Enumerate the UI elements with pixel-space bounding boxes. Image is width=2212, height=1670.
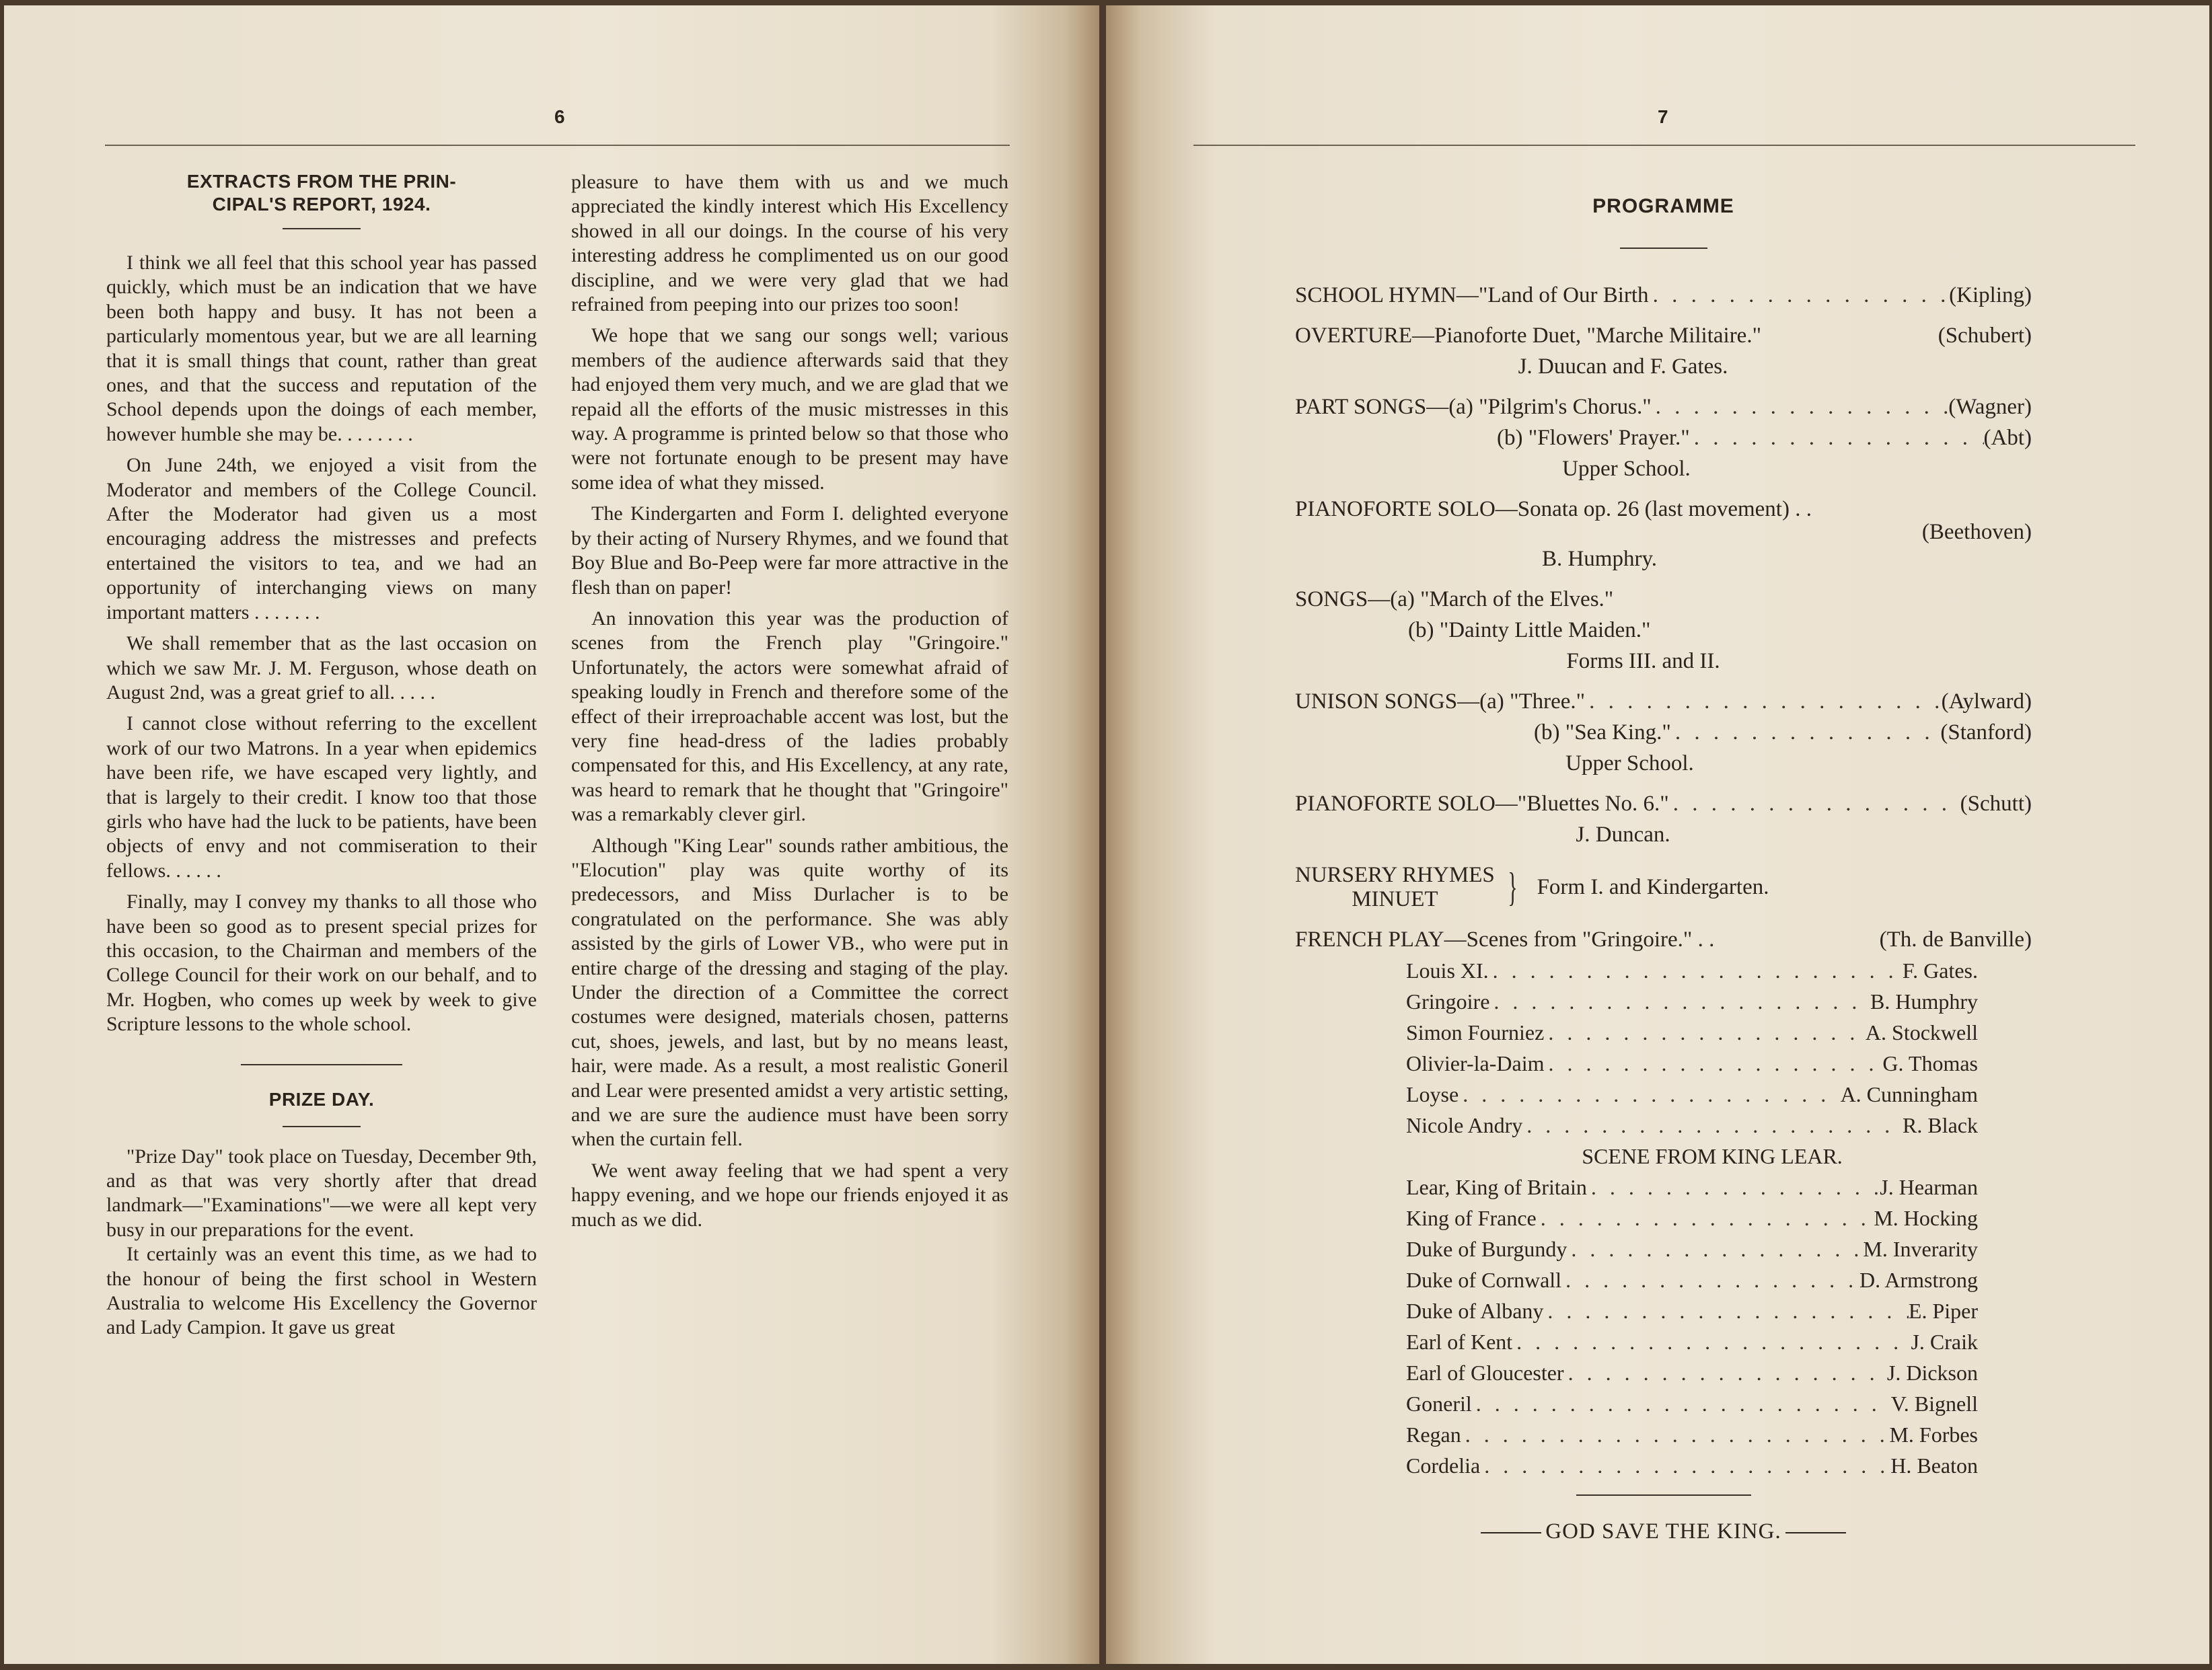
prize-paragraph: It certainly was an event this time, as we had to the honour of being the first school in Western Australia to welcome His Excellency the Governor and Lady Campion. It gave us great	[106, 1243, 537, 1339]
cast-role: Cordelia	[1406, 1453, 1481, 1478]
item-title: SONGS—(a) "March of the Elves."	[1295, 587, 1614, 611]
item-composer: (Stanford)	[1940, 720, 2032, 745]
divider	[283, 228, 361, 229]
cast-row	[1406, 1017, 1978, 1048]
report-paragraph: Finally, may I convey my thanks to all those who have been so good as to present special prizes for this occasion, to the Chairman and members of the College Council for their work on our behalf, and to Mr. Hogben, who comes up week by week to give Scripture lessons to the whole school.	[106, 890, 537, 1036]
cast-row	[1406, 1450, 1978, 1481]
item-title: (b) "Dainty Little Maiden."	[1408, 618, 1651, 642]
item-performers: B. Humphry.	[1541, 547, 1658, 571]
item-performers: Upper School.	[1562, 457, 1691, 481]
item-composer: (Aylward)	[1941, 689, 2032, 714]
prize-paragraph: An innovation this year was the production of scenes from the French play "Gringoire." Unfortunately, the actors were somewhat afraid of speaking loudly in French and therefore some of the effect of their irreproachable accent was lost, but the very fine head-dress of the ladies probably compensated for this, and His Excellency, at any rate, was heard to remark that he thought that "Gringoire" was a remarkably clever girl.	[571, 607, 1008, 826]
programme-item-french-play	[1295, 924, 2032, 1481]
dash-left	[1481, 1532, 1541, 1533]
cast-list	[1295, 955, 2032, 1481]
cast-row	[1406, 1079, 1978, 1110]
report-paragraph: We shall remember that as the last occasion on which we saw Mr. J. M. Ferguson, whose death on August 2nd, was a great grief to all. . . . .	[106, 632, 537, 704]
page-number: 6	[554, 106, 565, 127]
cast-role: Duke of Albany	[1406, 1299, 1544, 1323]
cast-role: Earl of Gloucester	[1406, 1361, 1564, 1385]
cast-row	[1406, 1357, 1978, 1388]
programme-item-piano-solo-1	[1295, 494, 2032, 574]
programme-item-nursery	[1295, 860, 2032, 915]
cast-actor: J. Dickson	[1886, 1361, 1978, 1385]
top-rule	[1193, 145, 2135, 146]
right-column	[571, 170, 1008, 1232]
item-composer: (Kipling)	[1949, 283, 2032, 307]
prize-paragraph: The Kindergarten and Form I. delighted everyone by their acting of Nursery Rhymes, and we found that Boy Blue and Bo-Peep were far more attractive in the flesh than on paper!	[571, 502, 1008, 599]
item-title: PIANOFORTE SOLO—"Bluettes No. 6."	[1295, 792, 1669, 816]
prize-paragraph: Although "King Lear" sounds rather ambitious, the "Elocution" play was quite worthy of its predecessors, and Miss Durlacher is to be congratulated on the performance. She was ably assisted by the girls of Lower VB., who were put in entire charge of the dressing and staging of the play. Under the direction of a Committee the correct costumes were designed, materials chosen, patterns cut, shoes, jewels, and last, but by no means least, hair, were made. As a result, a most realistic Goneril and Lear were presented amidst a very artistic setting, and we are sure the audience must have been sorry when the curtain fell.	[571, 834, 1008, 1151]
cast-role: Lear, King of Britain	[1406, 1175, 1587, 1199]
programme-item-unison-songs	[1295, 686, 2032, 779]
divider	[1620, 248, 1707, 249]
cast-row	[1406, 1388, 1978, 1419]
cast-row	[1406, 1110, 1978, 1141]
item-title: OVERTURE—Pianoforte Duet, "Marche Militaire."	[1295, 324, 1762, 348]
dash-right	[1785, 1532, 1846, 1533]
programme-item-hymn	[1295, 280, 2032, 311]
prize-paragraph: "Prize Day" took place on Tuesday, December 9th, and as that was very shortly after that dread landmark—"Examinations"—we were all kept very busy in our preparations for the event.	[106, 1145, 537, 1241]
divider	[241, 1064, 402, 1065]
cast-role: Louis XI.	[1406, 958, 1489, 983]
cast-row	[1406, 1172, 1978, 1203]
cast-actor: V. Bignell	[1890, 1392, 1978, 1416]
closing-line	[1295, 1516, 2032, 1547]
programme-item-part-songs	[1295, 391, 2032, 484]
left-column	[106, 170, 537, 1340]
cast-row	[1406, 1295, 1978, 1326]
cast-actor: M. Inverarity	[1863, 1237, 1978, 1261]
king-lear-heading: SCENE FROM KING LEAR.	[1582, 1144, 1843, 1168]
divider	[283, 1126, 361, 1127]
item-composer: (Schubert)	[1938, 324, 2032, 348]
item-performers: Forms III. and II.	[1566, 649, 1720, 673]
cast-row	[1406, 986, 1978, 1017]
item-composer: (Beethoven)	[1921, 520, 2032, 544]
report-paragraph: I cannot close without referring to the excellent work of our two Matrons. In a year when epidemics have been rife, we have escaped very lightly, and that is largely to their credit. I know too that those girls who have had the luck to be patients, have been objects of envy and not commiseration to their fellows. . . . . .	[106, 712, 537, 882]
cast-role: Gringoire	[1406, 989, 1490, 1014]
item-performers: J. Duucan and F. Gates.	[1518, 354, 1728, 379]
cast-role: Olivier-la-Daim	[1406, 1051, 1545, 1075]
report-paragraph: I think we all feel that this school year has passed quickly, which must be an indication that we have been both happy and busy. It has not been a particularly momentous year, but we are all learning that it is small things that count, rather than great ones, and that the success and reputation of the School depends upon the doings of each member, however humble she may be. . . . . . . .	[106, 252, 537, 445]
item-composer: (Wagner)	[1948, 395, 2032, 419]
item-author: (Th. de Banville)	[1879, 927, 2032, 952]
item-performers: J. Duncan.	[1576, 823, 1670, 847]
cast-role: Duke of Cornwall	[1406, 1268, 1562, 1292]
cast-row	[1406, 1264, 1978, 1295]
item-title: (b) "Flowers' Prayer."	[1497, 426, 1690, 450]
programme-item-piano-solo-2	[1295, 788, 2032, 850]
cast-actor: M. Hocking	[1874, 1206, 1978, 1230]
cast-role: Earl of Kent	[1406, 1330, 1513, 1354]
item-title: (b) "Sea King."	[1534, 720, 1671, 745]
brace-icon: }	[1507, 865, 1518, 909]
cast-role: Nicole Andry	[1406, 1113, 1523, 1137]
report-heading-line1: EXTRACTS FROM THE PRIN-	[186, 171, 457, 192]
cast-actor: D. Armstrong	[1859, 1268, 1978, 1292]
cast-row	[1406, 1048, 1978, 1079]
divider	[1576, 1494, 1751, 1496]
cast-row	[1406, 1326, 1978, 1357]
item-title: SCHOOL HYMN—"Land of Our Birth	[1295, 283, 1649, 307]
cast-row	[1406, 1203, 1978, 1233]
item-title: NURSERY RHYMES	[1295, 863, 1495, 887]
item-composer: (Schutt)	[1960, 792, 2032, 816]
item-performers: Upper School.	[1565, 751, 1694, 775]
cast-actor: J. Craik	[1911, 1330, 1978, 1354]
item-composer: (Abt)	[1983, 426, 2032, 450]
cast-role: King of France	[1406, 1206, 1537, 1230]
page-number: 7	[1658, 106, 1668, 127]
item-title: UNISON SONGS—(a) "Three."	[1295, 689, 1586, 714]
report-heading	[106, 170, 537, 216]
item-title: MINUET	[1352, 887, 1438, 911]
item-title: PART SONGS—(a) "Pilgrim's Chorus."	[1295, 395, 1652, 419]
cast-role: Loyse	[1406, 1082, 1459, 1106]
report-heading-line2: CIPAL'S REPORT, 1924.	[212, 194, 431, 215]
top-rule	[105, 145, 1010, 146]
left-page	[4, 5, 1099, 1664]
programme	[1295, 195, 2032, 1547]
report-paragraph: On June 24th, we enjoyed a visit from the Moderator and members of the College Council. After the Moderator had given us a most encouraging address the mistresses and prefects entertained the visitors to tea, and we had an opportunity of interchanging views on many important matters . . . . . . .	[106, 454, 537, 623]
cast-actor: B. Humphry	[1870, 989, 1978, 1014]
cast-actor: M. Forbes	[1889, 1422, 1978, 1447]
cast-row	[1406, 1419, 1978, 1450]
cast-role: Simon Fourniez	[1406, 1020, 1545, 1045]
cast-actor: G. Thomas	[1882, 1051, 1978, 1075]
programme-item-songs	[1295, 584, 2032, 677]
cast-actor: A. Cunningham	[1840, 1082, 1978, 1106]
prize-day-heading: PRIZE DAY.	[268, 1088, 375, 1110]
cast-actor: H. Beaton	[1890, 1453, 1978, 1478]
item-title: PIANOFORTE SOLO—Sonata op. 26 (last movement) . .	[1295, 497, 1812, 521]
item-performers: Form I. and Kindergarten.	[1537, 875, 1769, 899]
cast-actor: A. Stockwell	[1865, 1020, 1978, 1045]
cast-actor: R. Black	[1903, 1113, 1978, 1137]
item-title: FRENCH PLAY—Scenes from "Gringoire." . .	[1295, 927, 1715, 952]
prize-paragraph: We hope that we sang our songs well; various members of the audience afterwards said that they had enjoyed them very much, and we are glad that we repaid all the efforts of the music mistresses in this way. A programme is printed below so that those who were not fortunate enough to be present may have some idea of what they missed.	[571, 324, 1008, 494]
programme-heading: PROGRAMME	[1592, 195, 1734, 217]
programme-item-overture	[1295, 320, 2032, 382]
cast-actor: J. Hearman	[1880, 1175, 1978, 1199]
cast-row	[1406, 955, 1978, 986]
cast-actor: E. Piper	[1908, 1299, 1978, 1323]
cast-row	[1406, 1233, 1978, 1264]
closing-text: GOD SAVE THE KING.	[1545, 1519, 1781, 1544]
cast-actor: F. Gates.	[1902, 958, 1978, 983]
cast-role: Goneril	[1406, 1392, 1472, 1416]
continued-paragraph: pleasure to have them with us and we much appreciated the kindly interest which His Excellency showed in all our doings. In the course of his very interesting address he complimented us on our good discipline, and we were very glad that we had refrained from peeping into our prizes too soon!	[571, 171, 1008, 316]
cast-role: Regan	[1406, 1422, 1461, 1447]
prize-paragraph: We went away feeling that we had spent a very happy evening, and we hope our friends enjoyed it as much as we did.	[571, 1159, 1008, 1231]
cast-role: Duke of Burgundy	[1406, 1237, 1568, 1261]
